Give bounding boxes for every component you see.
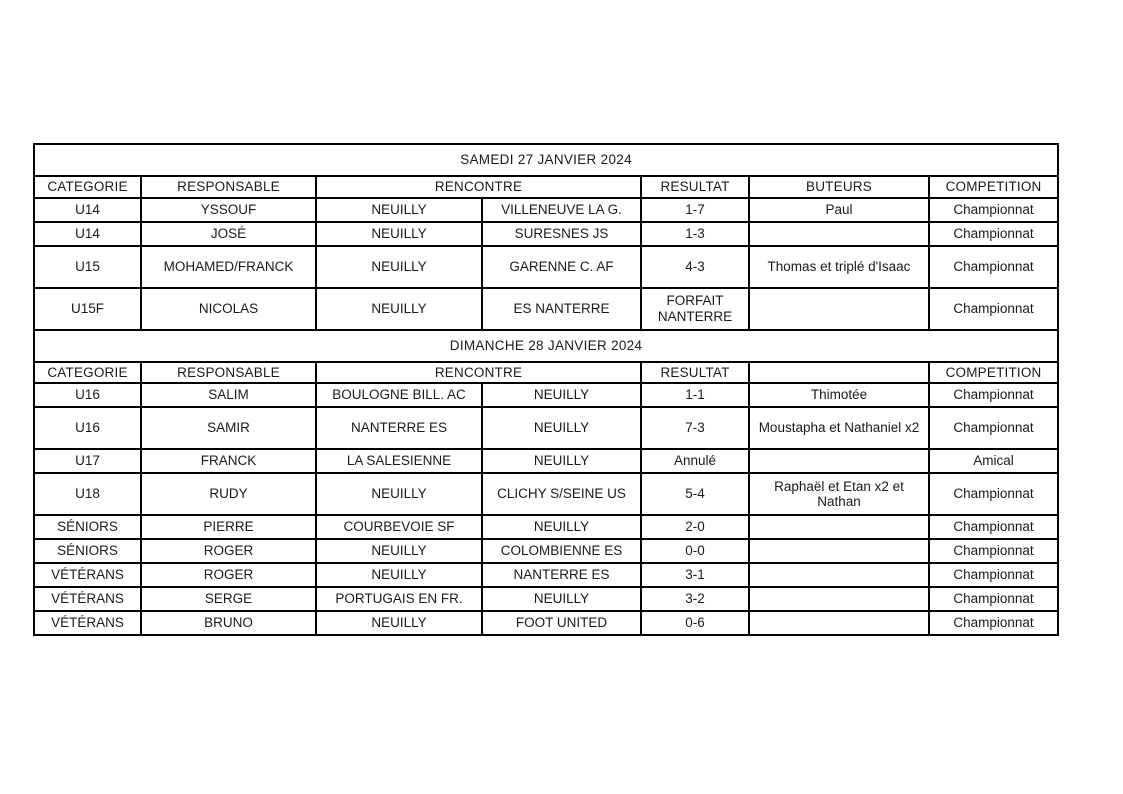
column-header-rencontre: RENCONTRE (316, 176, 641, 198)
cell-competition: Championnat (929, 587, 1058, 611)
cell-categorie: U17 (34, 449, 141, 473)
cell-resultat: 7-3 (641, 407, 749, 449)
cell-categorie: U14 (34, 222, 141, 246)
cell-buteurs (749, 587, 929, 611)
cell-buteurs: Paul (749, 198, 929, 222)
cell-responsable: RUDY (141, 473, 316, 515)
cell-categorie: U18 (34, 473, 141, 515)
day-banner-title: DIMANCHE 28 JANVIER 2024 (34, 330, 1058, 362)
cell-home-team: PORTUGAIS EN FR. (316, 587, 482, 611)
cell-resultat: FORFAIT NANTERRE (641, 288, 749, 330)
cell-buteurs (749, 449, 929, 473)
match-schedule-sheet (33, 143, 1057, 636)
cell-categorie: U16 (34, 383, 141, 407)
cell-resultat: 1-1 (641, 383, 749, 407)
cell-resultat: Annulé (641, 449, 749, 473)
cell-resultat: 3-1 (641, 563, 749, 587)
cell-buteurs: Raphaël et Etan x2 et Nathan (749, 473, 929, 515)
table-row (34, 198, 1058, 222)
cell-responsable: NICOLAS (141, 288, 316, 330)
cell-competition: Championnat (929, 222, 1058, 246)
cell-resultat: 5-4 (641, 473, 749, 515)
cell-responsable: MOHAMED/FRANCK (141, 246, 316, 288)
cell-home-team: NEUILLY (316, 222, 482, 246)
cell-competition: Championnat (929, 198, 1058, 222)
cell-away-team: COLOMBIENNE ES (482, 539, 641, 563)
column-header-responsable: RESPONSABLE (141, 362, 316, 384)
cell-buteurs (749, 288, 929, 330)
cell-competition: Championnat (929, 563, 1058, 587)
table-row (34, 383, 1058, 407)
table-row (34, 611, 1058, 635)
cell-buteurs: Moustapha et Nathaniel x2 (749, 407, 929, 449)
cell-home-team: NEUILLY (316, 288, 482, 330)
column-header-buteurs (749, 362, 929, 384)
cell-categorie: U16 (34, 407, 141, 449)
cell-buteurs (749, 611, 929, 635)
cell-categorie: SÉNIORS (34, 539, 141, 563)
day-banner-row (34, 330, 1058, 362)
table-row (34, 222, 1058, 246)
cell-categorie: SÉNIORS (34, 515, 141, 539)
cell-buteurs: Thomas et triplé d'Isaac (749, 246, 929, 288)
cell-competition: Championnat (929, 407, 1058, 449)
cell-categorie: U15 (34, 246, 141, 288)
cell-resultat: 3-2 (641, 587, 749, 611)
cell-categorie: U15F (34, 288, 141, 330)
day-banner-row (34, 144, 1058, 176)
column-header-rencontre: RENCONTRE (316, 362, 641, 384)
cell-home-team: NEUILLY (316, 473, 482, 515)
column-header-row (34, 176, 1058, 198)
cell-competition: Championnat (929, 611, 1058, 635)
table-row (34, 515, 1058, 539)
cell-buteurs (749, 539, 929, 563)
cell-away-team: NEUILLY (482, 515, 641, 539)
cell-competition: Championnat (929, 473, 1058, 515)
cell-categorie: VÉTÉRANS (34, 611, 141, 635)
cell-responsable: BRUNO (141, 611, 316, 635)
cell-away-team: ES NANTERRE (482, 288, 641, 330)
cell-away-team: NANTERRE ES (482, 563, 641, 587)
table-row (34, 407, 1058, 449)
cell-home-team: NEUILLY (316, 539, 482, 563)
column-header-competition: COMPETITION (929, 176, 1058, 198)
table-row (34, 449, 1058, 473)
table-body (34, 144, 1058, 635)
cell-away-team: GARENNE C. AF (482, 246, 641, 288)
column-header-categorie: CATEGORIE (34, 176, 141, 198)
cell-away-team: VILLENEUVE LA G. (482, 198, 641, 222)
cell-buteurs (749, 563, 929, 587)
cell-competition: Amical (929, 449, 1058, 473)
table-row (34, 587, 1058, 611)
cell-resultat: 4-3 (641, 246, 749, 288)
cell-categorie: VÉTÉRANS (34, 563, 141, 587)
cell-resultat: 1-3 (641, 222, 749, 246)
cell-home-team: NEUILLY (316, 246, 482, 288)
column-header-categorie: CATEGORIE (34, 362, 141, 384)
cell-categorie: U14 (34, 198, 141, 222)
match-schedule-table (33, 143, 1059, 636)
cell-responsable: YSSOUF (141, 198, 316, 222)
cell-away-team: CLICHY S/SEINE US (482, 473, 641, 515)
cell-responsable: FRANCK (141, 449, 316, 473)
column-header-competition: COMPETITION (929, 362, 1058, 384)
cell-resultat: 1-7 (641, 198, 749, 222)
cell-home-team: COURBEVOIE SF (316, 515, 482, 539)
cell-buteurs (749, 515, 929, 539)
column-header-responsable: RESPONSABLE (141, 176, 316, 198)
column-header-resultat: RESULTAT (641, 176, 749, 198)
cell-competition: Championnat (929, 515, 1058, 539)
cell-buteurs (749, 222, 929, 246)
cell-responsable: ROGER (141, 563, 316, 587)
cell-resultat: 0-6 (641, 611, 749, 635)
cell-away-team: SURESNES JS (482, 222, 641, 246)
cell-categorie: VÉTÉRANS (34, 587, 141, 611)
cell-away-team: NEUILLY (482, 449, 641, 473)
cell-away-team: NEUILLY (482, 383, 641, 407)
day-banner-title: SAMEDI 27 JANVIER 2024 (34, 144, 1058, 176)
cell-home-team: NEUILLY (316, 563, 482, 587)
table-row (34, 288, 1058, 330)
cell-competition: Championnat (929, 539, 1058, 563)
cell-competition: Championnat (929, 288, 1058, 330)
cell-home-team: NANTERRE ES (316, 407, 482, 449)
cell-resultat: 0-0 (641, 539, 749, 563)
cell-responsable: PIERRE (141, 515, 316, 539)
cell-responsable: SAMIR (141, 407, 316, 449)
cell-away-team: FOOT UNITED (482, 611, 641, 635)
column-header-row (34, 362, 1058, 384)
cell-away-team: NEUILLY (482, 587, 641, 611)
cell-competition: Championnat (929, 383, 1058, 407)
cell-home-team: BOULOGNE BILL. AC (316, 383, 482, 407)
cell-home-team: NEUILLY (316, 198, 482, 222)
cell-responsable: JOSÉ (141, 222, 316, 246)
table-row (34, 563, 1058, 587)
column-header-buteurs: BUTEURS (749, 176, 929, 198)
cell-responsable: SERGE (141, 587, 316, 611)
cell-competition: Championnat (929, 246, 1058, 288)
cell-responsable: SALIM (141, 383, 316, 407)
cell-buteurs: Thimotée (749, 383, 929, 407)
cell-home-team: NEUILLY (316, 611, 482, 635)
cell-responsable: ROGER (141, 539, 316, 563)
table-row (34, 473, 1058, 515)
cell-away-team: NEUILLY (482, 407, 641, 449)
cell-resultat: 2-0 (641, 515, 749, 539)
column-header-resultat: RESULTAT (641, 362, 749, 384)
cell-home-team: LA SALESIENNE (316, 449, 482, 473)
table-row (34, 246, 1058, 288)
table-row (34, 539, 1058, 563)
